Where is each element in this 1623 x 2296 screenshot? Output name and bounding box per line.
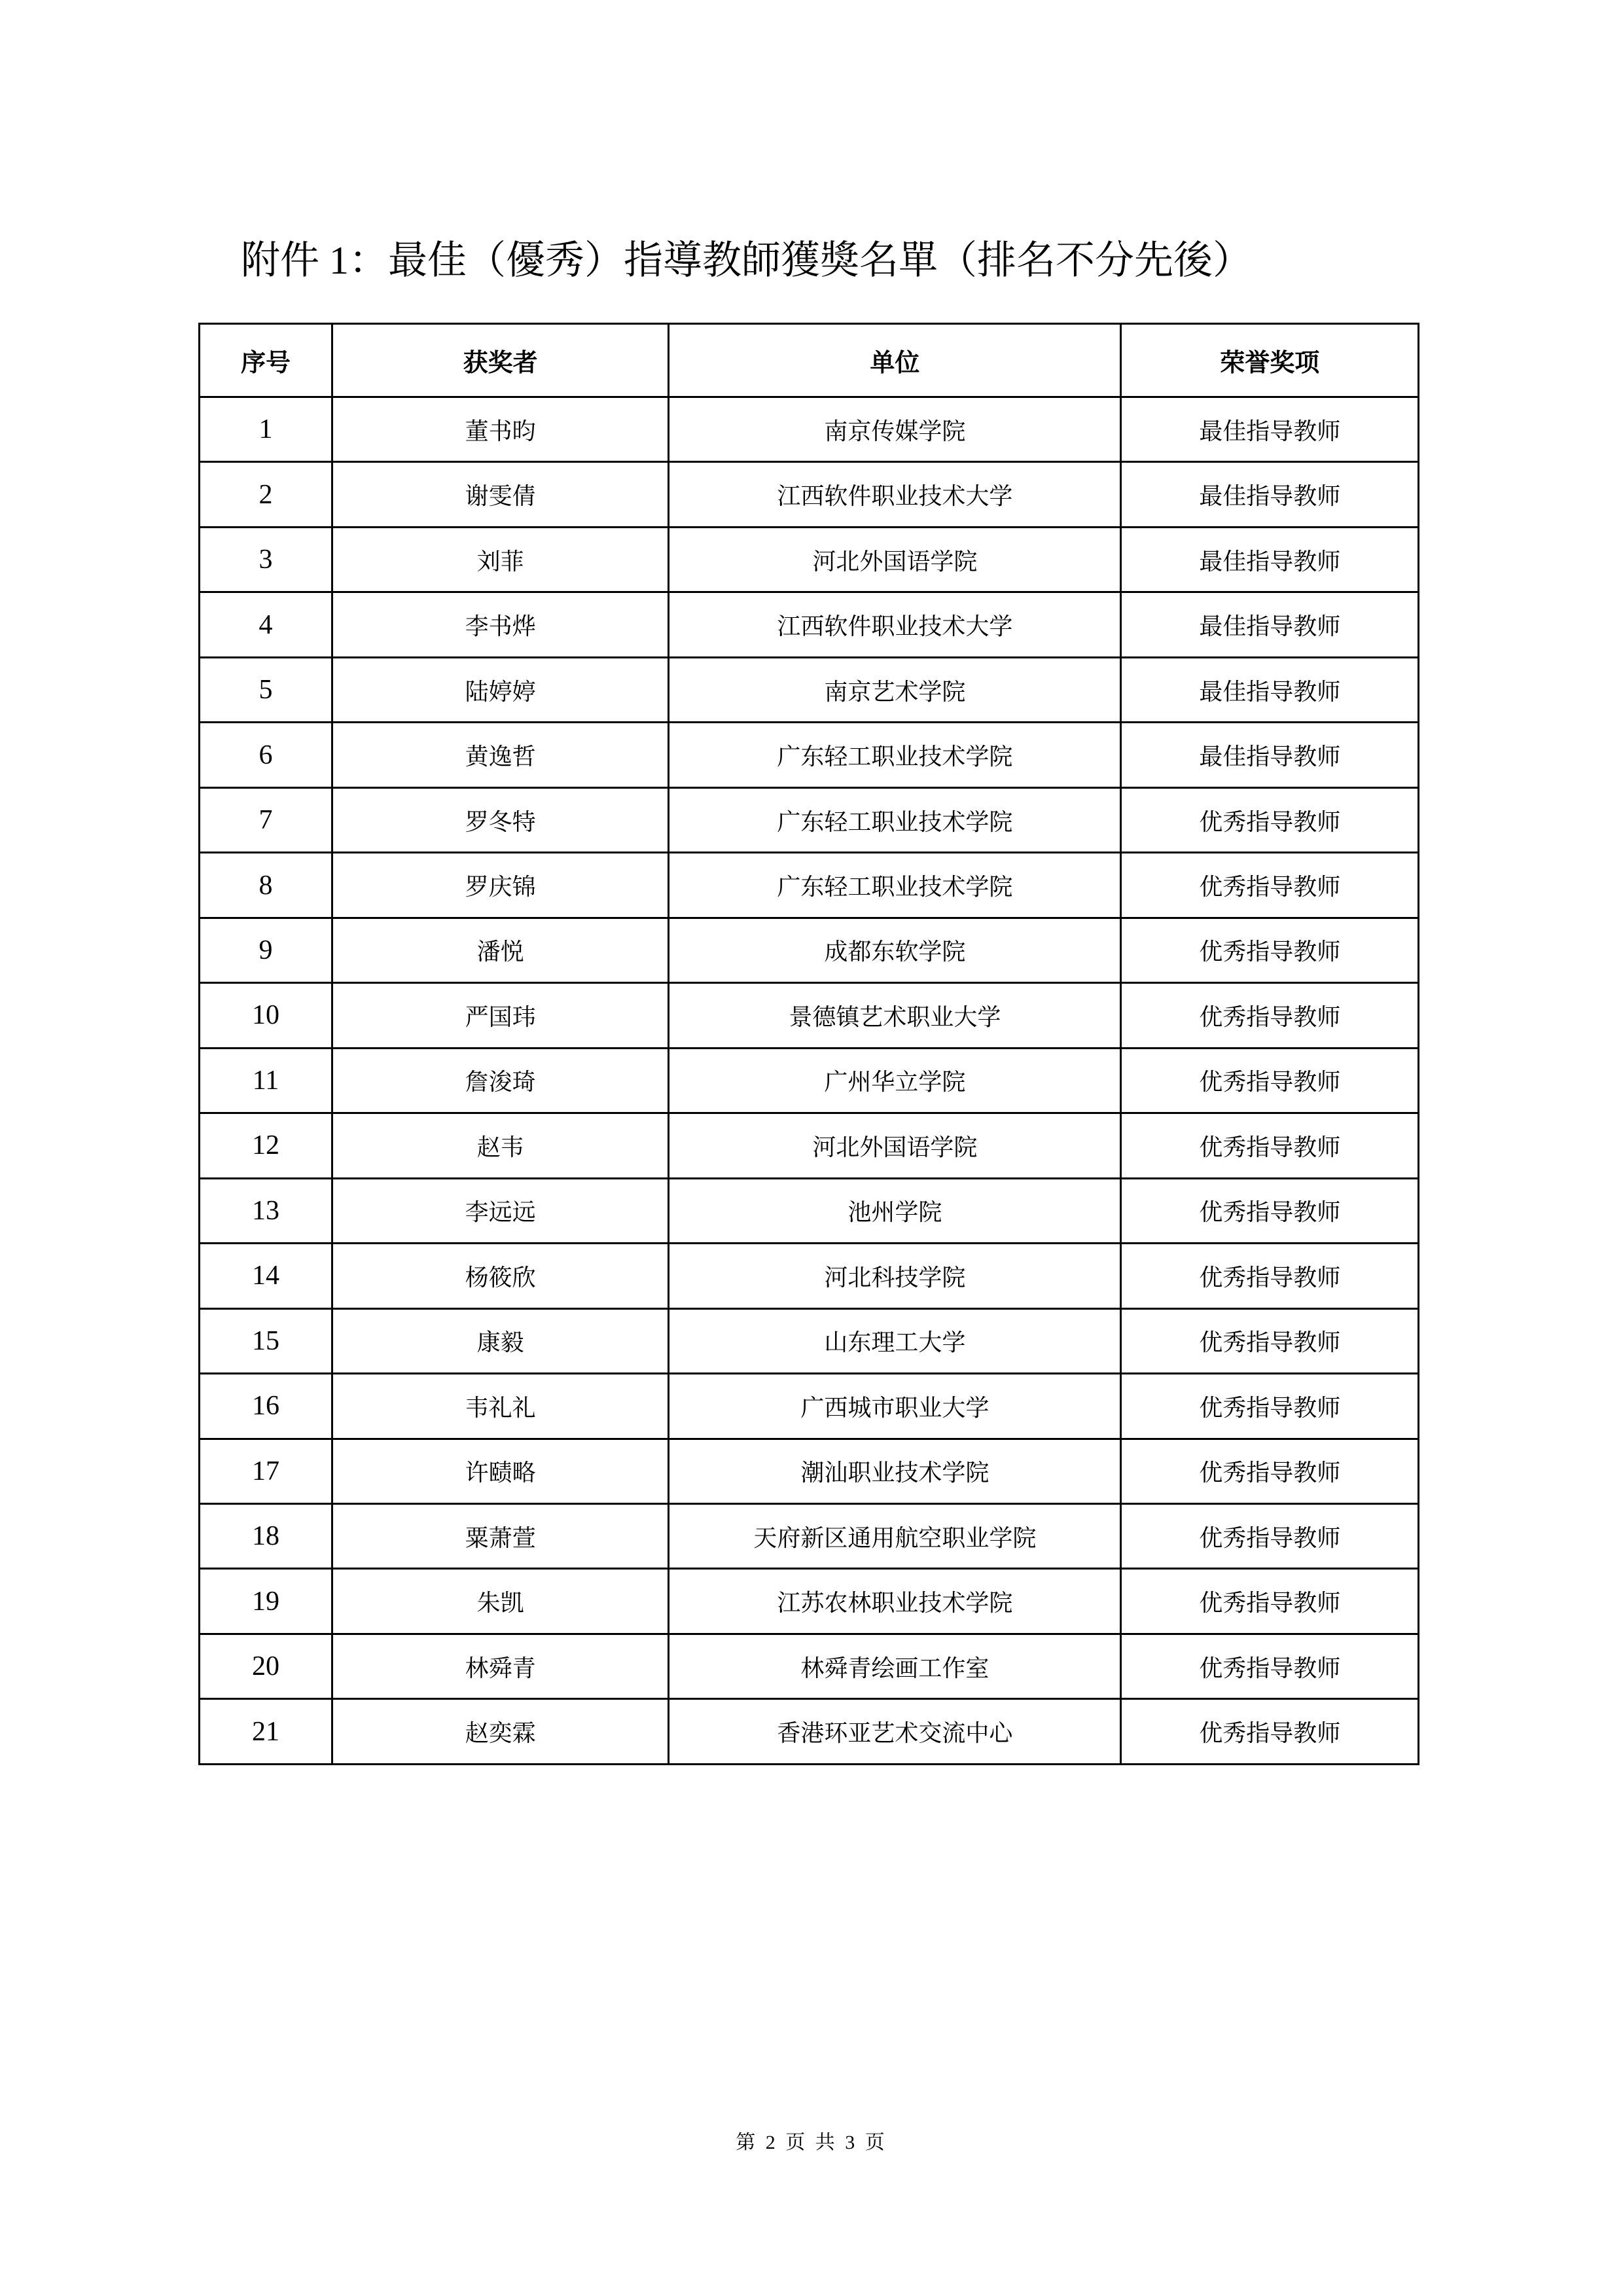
- table-row: [200, 1308, 1419, 1373]
- cell-winner: 谢雯倩: [332, 462, 669, 527]
- cell-organization: 广东轻工职业技术学院: [669, 853, 1121, 918]
- cell-award: 最佳指导教师: [1121, 462, 1419, 527]
- cell-organization: 河北科技学院: [669, 1244, 1121, 1308]
- cell-winner: 李书烨: [332, 592, 669, 657]
- cell-index: 9: [200, 918, 332, 982]
- cell-organization: 池州学院: [669, 1178, 1121, 1243]
- cell-index: 1: [200, 397, 332, 462]
- table-row: [200, 1048, 1419, 1113]
- cell-index: 16: [200, 1374, 332, 1439]
- cell-organization: 成都东软学院: [669, 918, 1121, 982]
- page-number: 第 2 页 共 3 页: [736, 2132, 887, 2153]
- table-row: [200, 1439, 1419, 1503]
- table-row: [200, 397, 1419, 462]
- table-row: [200, 1569, 1419, 1634]
- table-row: [200, 1699, 1419, 1765]
- column-header-organization: 单位: [669, 324, 1121, 397]
- cell-winner: 陆婷婷: [332, 657, 669, 722]
- cell-award: 优秀指导教师: [1121, 1634, 1419, 1698]
- table-row: [200, 787, 1419, 852]
- cell-award: 最佳指导教师: [1121, 657, 1419, 722]
- cell-winner: 林舜青: [332, 1634, 669, 1698]
- cell-index: 8: [200, 853, 332, 918]
- cell-award: 优秀指导教师: [1121, 1699, 1419, 1765]
- table-row: [200, 657, 1419, 722]
- cell-index: 3: [200, 527, 332, 592]
- cell-organization: 江西软件职业技术大学: [669, 592, 1121, 657]
- cell-index: 7: [200, 787, 332, 852]
- cell-award: 优秀指导教师: [1121, 1439, 1419, 1503]
- cell-award: 优秀指导教师: [1121, 1178, 1419, 1243]
- cell-organization: 香港环亚艺术交流中心: [669, 1699, 1121, 1765]
- table-row: [200, 527, 1419, 592]
- awards-table: [198, 323, 1419, 1765]
- cell-organization: 河北外国语学院: [669, 1113, 1121, 1178]
- cell-index: 21: [200, 1699, 332, 1765]
- header-row: [200, 324, 1419, 397]
- column-header-index: 序号: [200, 324, 332, 397]
- cell-award: 优秀指导教师: [1121, 1503, 1419, 1568]
- cell-winner: 刘菲: [332, 527, 669, 592]
- cell-award: 最佳指导教师: [1121, 527, 1419, 592]
- cell-winner: 赵奕霖: [332, 1699, 669, 1765]
- cell-index: 4: [200, 592, 332, 657]
- cell-index: 10: [200, 983, 332, 1048]
- table-row: [200, 1244, 1419, 1308]
- cell-award: 优秀指导教师: [1121, 1569, 1419, 1634]
- cell-winner: 朱凯: [332, 1569, 669, 1634]
- table-row: [200, 983, 1419, 1048]
- cell-winner: 赵韦: [332, 1113, 669, 1178]
- cell-award: 最佳指导教师: [1121, 592, 1419, 657]
- cell-index: 2: [200, 462, 332, 527]
- cell-winner: 粟萧萱: [332, 1503, 669, 1568]
- cell-winner: 罗冬特: [332, 787, 669, 852]
- cell-index: 13: [200, 1178, 332, 1243]
- cell-organization: 江西软件职业技术大学: [669, 462, 1121, 527]
- cell-organization: 广东轻工职业技术学院: [669, 787, 1121, 852]
- table-row: [200, 918, 1419, 982]
- column-header-winner: 获奖者: [332, 324, 669, 397]
- table-row: [200, 1634, 1419, 1698]
- cell-winner: 许赜略: [332, 1439, 669, 1503]
- cell-award: 优秀指导教师: [1121, 1113, 1419, 1178]
- cell-award: 优秀指导教师: [1121, 787, 1419, 852]
- cell-index: 6: [200, 723, 332, 787]
- table-row: [200, 1113, 1419, 1178]
- cell-index: 17: [200, 1439, 332, 1503]
- cell-winner: 杨筱欣: [332, 1244, 669, 1308]
- cell-winner: 潘悦: [332, 918, 669, 982]
- table-row: [200, 1374, 1419, 1439]
- cell-organization: 林舜青绘画工作室: [669, 1634, 1121, 1698]
- cell-organization: 广东轻工职业技术学院: [669, 723, 1121, 787]
- cell-award: 优秀指导教师: [1121, 1244, 1419, 1308]
- cell-organization: 广西城市职业大学: [669, 1374, 1121, 1439]
- cell-index: 20: [200, 1634, 332, 1698]
- cell-index: 11: [200, 1048, 332, 1113]
- cell-organization: 天府新区通用航空职业学院: [669, 1503, 1121, 1568]
- cell-award: 优秀指导教师: [1121, 983, 1419, 1048]
- table-row: [200, 592, 1419, 657]
- cell-winner: 詹浚琦: [332, 1048, 669, 1113]
- cell-organization: 景德镇艺术职业大学: [669, 983, 1121, 1048]
- cell-award: 优秀指导教师: [1121, 1308, 1419, 1373]
- cell-winner: 黄逸哲: [332, 723, 669, 787]
- cell-index: 15: [200, 1308, 332, 1373]
- cell-organization: 潮汕职业技术学院: [669, 1439, 1121, 1503]
- cell-winner: 韦礼礼: [332, 1374, 669, 1439]
- cell-award: 优秀指导教师: [1121, 918, 1419, 982]
- table-row: [200, 853, 1419, 918]
- table-row: [200, 1503, 1419, 1568]
- page-title: 附件 1：最佳（優秀）指導教師獲獎名單（排名不分先後）: [241, 239, 1252, 282]
- cell-index: 5: [200, 657, 332, 722]
- table-row: [200, 462, 1419, 527]
- cell-index: 12: [200, 1113, 332, 1178]
- cell-organization: 江苏农林职业技术学院: [669, 1569, 1121, 1634]
- cell-organization: 山东理工大学: [669, 1308, 1121, 1373]
- cell-organization: 河北外国语学院: [669, 527, 1121, 592]
- cell-winner: 李远远: [332, 1178, 669, 1243]
- cell-winner: 董书昀: [332, 397, 669, 462]
- cell-award: 优秀指导教师: [1121, 1374, 1419, 1439]
- cell-organization: 南京艺术学院: [669, 657, 1121, 722]
- cell-award: 最佳指导教师: [1121, 397, 1419, 462]
- cell-index: 18: [200, 1503, 332, 1568]
- table-row: [200, 1178, 1419, 1243]
- cell-index: 19: [200, 1569, 332, 1634]
- cell-organization: 广州华立学院: [669, 1048, 1121, 1113]
- cell-organization: 南京传媒学院: [669, 397, 1121, 462]
- cell-award: 优秀指导教师: [1121, 1048, 1419, 1113]
- column-header-award: 荣誉奖项: [1121, 324, 1419, 397]
- cell-index: 14: [200, 1244, 332, 1308]
- cell-winner: 罗庆锦: [332, 853, 669, 918]
- table-row: [200, 723, 1419, 787]
- cell-award: 最佳指导教师: [1121, 723, 1419, 787]
- cell-winner: 康毅: [332, 1308, 669, 1373]
- cell-award: 优秀指导教师: [1121, 853, 1419, 918]
- cell-winner: 严国玮: [332, 983, 669, 1048]
